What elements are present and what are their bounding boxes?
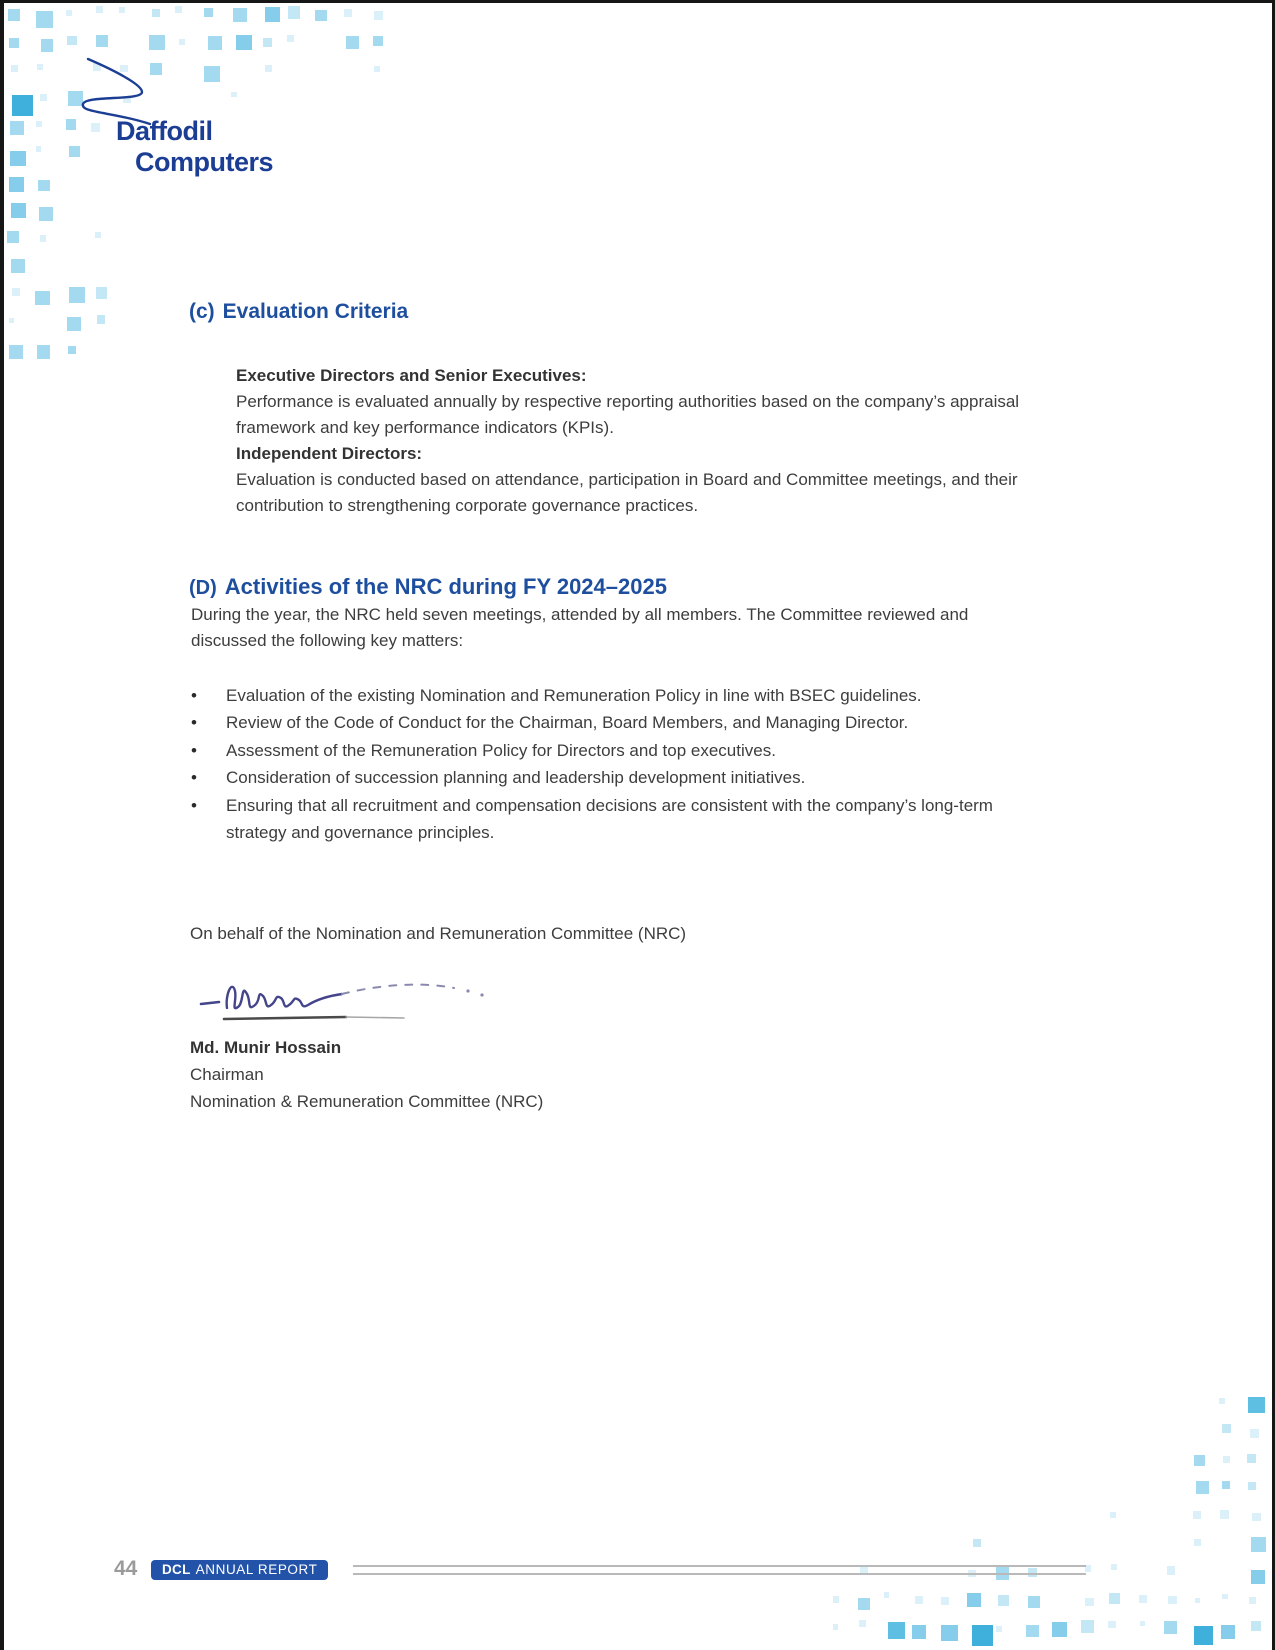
decorative-square [1248,1482,1256,1490]
signatory-title: Chairman [190,1065,264,1084]
decorative-square [175,6,182,13]
decorative-square [1164,1621,1177,1634]
decorative-square [1220,1510,1229,1519]
decorative-square [967,1593,981,1607]
decorative-square [265,65,272,72]
decorative-square [1194,1626,1213,1645]
decorative-square [972,1625,993,1646]
decorative-square [263,38,272,47]
decorative-square [941,1625,957,1641]
decorative-square [1252,1513,1260,1521]
signatory-committee: Nomination & Remuneration Committee (NRC) [190,1092,544,1111]
decorative-square [119,7,125,13]
decorative-square [40,94,47,101]
decorative-pixel-pattern-bottom-right [824,1393,1275,1650]
bullet-icon: • [191,740,197,760]
decorative-square [9,345,23,359]
list-item-text: Ensuring that all recruitment and compensation decisions are consistent with the company’s long-term strategy and governance principles. [226,795,993,843]
on-behalf-line: On behalf of the Nomination and Remuneration Committee (NRC) [190,924,687,943]
decorative-square [287,35,293,41]
decorative-square [10,121,25,136]
decorative-square [941,1597,949,1605]
decorative-square [66,10,72,16]
decorative-square [68,346,76,354]
decorative-square [67,317,81,331]
decorative-square [12,288,20,296]
decorative-square [96,287,107,298]
decorative-square [7,231,19,243]
bullet-icon: • [191,768,197,788]
decorative-square [1026,1625,1039,1638]
decorative-square [10,151,25,166]
decorative-square [35,291,50,306]
decorative-square [1108,1621,1116,1629]
decorative-square [152,9,160,17]
decorative-square [859,1620,865,1626]
decorative-square [9,38,19,48]
decorative-square [973,1539,981,1547]
decorative-square [1194,1455,1205,1466]
decorative-square [998,1595,1009,1606]
decorative-square [1109,1593,1119,1603]
section-c-body [236,363,1036,519]
decorative-square [11,65,18,72]
decorative-square [888,1622,905,1639]
decorative-square [996,1626,1002,1632]
decorative-square [1194,1539,1201,1546]
decorative-square [373,36,383,46]
decorative-square [95,232,101,238]
decorative-square [41,39,53,51]
decorative-square [1249,1597,1256,1604]
decorative-square [884,1592,890,1598]
decorative-square [208,36,222,50]
logo-text-daffodil: Daffodil [116,116,213,146]
decorative-square [1248,1397,1264,1413]
exec-directors-paragraph: Performance is evaluated annually by respective reporting authorities based on the company’s appraisal framework and key performance indicators (KPIs). [236,392,1020,437]
decorative-square [69,287,85,303]
decorative-square [11,203,26,218]
decorative-square [344,9,352,17]
list-item-text: Consideration of succession planning and leadership development initiatives. [226,768,806,788]
decorative-square [233,8,248,23]
page-number: 44 [114,1557,138,1580]
decorative-square [69,146,80,157]
decorative-square [1250,1429,1259,1438]
decorative-square [1222,1424,1231,1433]
decorative-square [1251,1621,1261,1631]
decorative-square [265,7,280,22]
decorative-square [1028,1596,1040,1608]
section-d-heading [189,574,667,600]
bullet-icon: • [191,713,197,733]
list-item [189,709,1009,736]
decorative-square [1219,1398,1225,1404]
decorative-square [1221,1625,1235,1639]
decorative-square [833,1624,839,1630]
decorative-square [37,345,51,359]
list-item-text: Evaluation of the existing Nomination and Remuneration Policy in line with BSEC guidelines. [226,686,922,705]
footer-badge-annual-report: ANNUAL REPORT [195,1562,318,1577]
decorative-square [374,11,383,20]
list-item [189,792,1009,847]
section-d-intro-paragraph: During the year, the NRC held seven meetings, attended by all members. The Committee reviewed and discussed the following key matters: [191,605,969,650]
decorative-square [36,121,42,127]
exec-directors-subheading: Executive Directors and Senior Executives: [236,366,587,385]
section-d-title: Activities of the NRC during FY 2024–2025 [224,574,667,599]
decorative-square [1251,1537,1266,1552]
bullet-icon: • [191,795,197,815]
nrc-activities-list [189,682,1009,846]
decorative-square [36,11,52,27]
bullet-icon: • [191,686,197,705]
decorative-square [1247,1454,1255,1462]
decorative-square [97,315,105,323]
independent-directors-paragraph: Evaluation is conducted based on attendance, participation in Board and Committee meetings, and their contribution to strengthening corporate governance practices. [236,470,1018,515]
decorative-square [1052,1622,1067,1637]
footer-divider-rule [353,1565,1086,1575]
logo-text-computers: Computers [135,147,274,177]
decorative-square [204,66,220,82]
section-c-title: Evaluation Criteria [222,300,409,323]
independent-directors-subheading: Independent Directors: [236,444,423,463]
decorative-square [858,1598,870,1610]
list-item [189,682,1009,709]
decorative-square [1081,1620,1094,1633]
footer-report-badge [151,1560,328,1580]
decorative-square [40,235,47,242]
section-c-heading [189,300,408,324]
decorative-square [1195,1598,1201,1604]
decorative-square [9,177,24,192]
decorative-square [1196,1481,1209,1494]
signatory-name: Md. Munir Hossain [190,1038,342,1057]
decorative-square [374,66,380,72]
decorative-square [1222,1481,1230,1489]
signature-image [196,967,526,1031]
decorative-square [1223,1456,1230,1463]
decorative-square [8,9,20,21]
decorative-square [11,259,26,274]
footer-badge-dcl: DCL [162,1562,191,1577]
decorative-square [1222,1594,1228,1600]
decorative-square [1085,1598,1094,1607]
decorative-square [1110,1512,1116,1518]
decorative-square [236,35,251,50]
list-item [189,737,1009,764]
decorative-square [96,35,108,47]
section-d-label: (D) [189,577,217,599]
decorative-square [39,207,53,221]
decorative-square [1140,1621,1145,1626]
decorative-square [1168,1596,1177,1605]
decorative-square [1111,1564,1117,1570]
decorative-square [9,318,14,323]
decorative-square [204,8,213,17]
decorative-square [96,6,103,13]
decorative-square [1193,1511,1201,1519]
decorative-square [1139,1595,1147,1603]
decorative-square [1167,1566,1176,1575]
decorative-square [288,6,301,19]
section-c-label: (c) [189,300,215,323]
decorative-square [833,1596,840,1603]
decorative-square [1251,1570,1265,1584]
decorative-square [231,92,237,98]
decorative-square [912,1625,927,1640]
list-item [189,764,1009,791]
list-item-text: Assessment of the Remuneration Policy for Directors and top executives. [226,740,776,760]
decorative-square [12,95,33,116]
decorative-square [179,39,185,45]
decorative-square [915,1596,923,1604]
decorative-square [346,36,359,49]
list-item-text: Review of the Code of Conduct for the Chairman, Board Members, and Managing Director. [226,713,909,733]
decorative-square [36,146,41,151]
decorative-pixel-pattern-top-left [4,3,424,383]
decorative-square [38,180,49,191]
decorative-square [315,10,326,21]
decorative-square [67,36,76,45]
decorative-square [37,64,43,70]
